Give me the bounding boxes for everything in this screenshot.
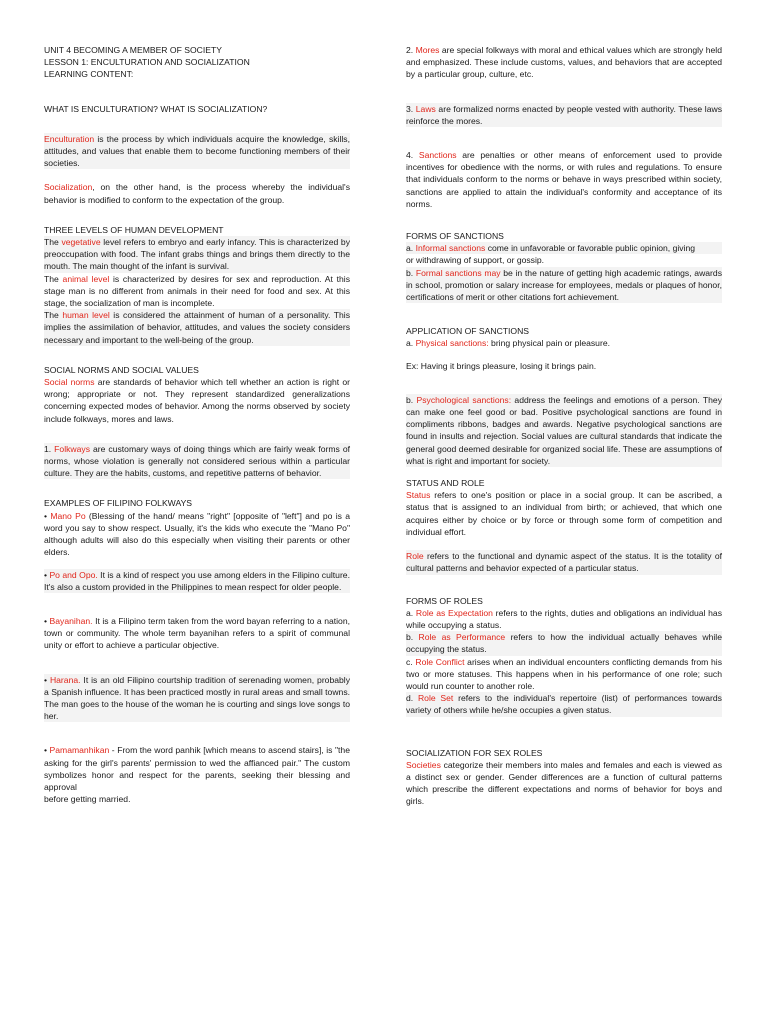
folkways-paragraph: [44, 443, 350, 480]
sanctions-definition: are penalties or other means of enforcement used to provide incentives for obedience with the norms, or with rules and regulations. To ensure that individuals conform to the norms or behave in ways prescribed within society, sanctions are applied to attain the individual's conformity and acceptance of its norms.: [406, 150, 722, 209]
sanctions-example-line: [406, 360, 722, 372]
harana-paragraph: [44, 674, 350, 723]
mano-po-paragraph: [44, 510, 350, 559]
role-performance-paragraph: [406, 631, 722, 655]
psychological-sanctions-definition: address the feelings and emotions of a person. They can make one feel good or bad. Positive psychological sanctions are found in compliments ribbons, badges and awards. Negative psychological sanctions are found in insults and rejection. Social values are cultural standards that indicate the general good deemed desirable for organized social life. These are assumptions of what is right and important for society.: [406, 394, 723, 466]
section-heading-forms-of-roles: FORMS OF ROLES: [406, 595, 483, 606]
term-sanctions: Sanctions: [418, 150, 457, 161]
physical-sanctions-line: [406, 337, 722, 349]
rexp-prefix: a.: [406, 607, 416, 618]
status-paragraph: [406, 489, 722, 538]
formal-sanctions-definition: be in the nature of getting high academic ratings, awards in school, promotion or salary increase for employees, medals or plaques of honor, certifications of merit or other citations fort achievement.: [406, 267, 722, 303]
term-animal-level: animal level: [62, 273, 110, 284]
physical-sanctions-definition: bring physical pain or pleasure.: [488, 338, 610, 349]
term-role-conflict: Role Conflict: [415, 656, 465, 667]
socialization-paragraph: [44, 181, 350, 205]
section-heading-examples: EXAMPLES OF FILIPINO FOLKWAYS: [44, 498, 193, 509]
term-role-as-performance: Role as Performance: [418, 632, 506, 643]
informal-prefix: a.: [406, 243, 416, 254]
bayanihan-paragraph: [44, 615, 350, 652]
laws-prefix: 3.: [406, 103, 416, 114]
bullet: •: [44, 615, 50, 626]
sanctions-paragraph: [406, 149, 722, 210]
unit-title-block: [44, 44, 350, 81]
term-mores: Mores: [415, 45, 440, 55]
lesson-title: LESSON 1: ENCULTURATION AND SOCIALIZATION: [44, 57, 250, 68]
role-expectation-paragraph: [406, 607, 722, 631]
term-folkways: Folkways: [54, 443, 90, 454]
role-performance-definition: refers to how the individual actually behaves while occupying the status.: [406, 632, 722, 655]
section-heading-what-is: WHAT IS ENCULTURATION? WHAT IS SOCIALIZATION?: [44, 103, 268, 114]
role-set-definition: refers to the individual's repertoire (list) of performances towards variety of others while he/she occupies a given status.: [406, 693, 722, 716]
term-po-opo: Po and Opo.: [49, 569, 98, 580]
term-formal-sanctions: Formal sanctions may: [415, 267, 501, 278]
sanctions-prefix: 4.: [406, 150, 419, 161]
role-conflict-paragraph: [406, 656, 722, 693]
term-harana: Harana.: [49, 674, 81, 685]
term-enculturation: Enculturation: [44, 133, 95, 144]
learning-content-label: LEARNING CONTENT:: [44, 69, 134, 80]
harana-description: It is an old Filipino courtship tradition of serenading women, probably a Spanish influence. It has been practiced mostly in rural areas and small towns. The man goes to the house of the woman he is courting and sings love songs to her.: [44, 674, 351, 722]
pamamanhikan-paragraph: [44, 744, 350, 805]
enculturation-definition: is the process by which individuals acquire the knowledge, skills, attitudes, and values that enable them to become functioning members of their societies.: [44, 133, 350, 169]
question-heading-block: [44, 103, 350, 115]
folkways-definition: are customary ways of doing things which are fairly weak forms of norms, whose violation is generally not considered serious within a particular culture. They are the habits, customs, and repetitive patterns of behavior.: [44, 443, 350, 479]
pamamanhikan-description: - From the word panhik [which means to ascend stairs], is "the asking for the girl's parents' permission to wed the affianced pair." The custom symbolizes honor and respect for the parents, seeking their blessing and approval: [44, 745, 350, 792]
term-socialization: Socialization: [44, 182, 93, 193]
unit-title: UNIT 4 BECOMING A MEMBER OF SOCIETY: [44, 45, 222, 55]
rconf-prefix: c.: [406, 656, 416, 667]
animal-prefix: The: [44, 273, 63, 284]
forms-of-roles-section: [406, 595, 722, 717]
mano-po-description: (Blessing of the hand/ means "right" [opposite of "left"] and po is a word you say to show respect. Usually, it's the kids who execute the "Mano Po" although adults will also do this especially when visiting their parents or other elders.: [44, 510, 350, 558]
bayanihan-description: It is a Filipino term taken from the word bayan referring to a nation, town or community. The whole term bayanihan refers to a spirit of communal unity or effort to achieve a particular objective.: [44, 615, 351, 651]
mores-prefix: 2.: [406, 45, 416, 55]
term-human-level: human level: [62, 310, 110, 321]
societies-paragraph: [406, 759, 722, 808]
role-definition: refers to the functional and dynamic aspect of the status. It is the totality of cultural patterns and behavior expected of a particular status.: [406, 551, 722, 574]
role-set-paragraph: [406, 692, 722, 716]
role-paragraph: [406, 550, 722, 574]
mores-paragraph: [406, 44, 722, 81]
vegetative-paragraph: [44, 236, 350, 273]
pamamanhikan-last-line: before getting married.: [44, 794, 131, 805]
application-section: [406, 325, 722, 349]
animal-definition: is characterized by desires for sex and reproduction. At this stage man is no different from animals in their need for food and sex. At this stage, the socialization of man is incomplete.: [44, 273, 350, 309]
po-opo-paragraph: [44, 569, 350, 593]
laws-definition: are formalized norms enacted by people vested with authority. These laws reinforce the mores.: [406, 103, 722, 126]
term-bayanihan: Bayanihan.: [49, 615, 93, 626]
term-laws: Laws: [415, 103, 436, 114]
term-informal-sanctions: Informal sanctions: [415, 243, 486, 254]
status-role-section: [406, 477, 722, 538]
sex-roles-section: [406, 747, 722, 808]
norms-section: [44, 364, 350, 425]
human-paragraph: [44, 309, 350, 346]
section-heading-application: APPLICATION OF SANCTIONS: [406, 326, 530, 337]
term-psychological-sanctions: Psychological sanctions:: [416, 394, 512, 405]
section-heading-levels: THREE LEVELS OF HUMAN DEVELOPMENT: [44, 224, 224, 235]
section-heading-status-role: STATUS AND ROLE: [406, 478, 485, 489]
socialization-definition: , on the other hand, is the process whereby the individual's behavior is modified to conform to the expectation of the group.: [44, 182, 350, 205]
term-status: Status: [406, 490, 431, 501]
term-vegetative: vegetative: [61, 237, 101, 248]
psych-prefix: b.: [406, 394, 417, 405]
term-societies: Societies: [406, 759, 441, 770]
norms-definition: are standards of behavior which tell whether an action is right or wrong; appropriate or not. They represent standardized generalizations concerning expected modes of behavior. Among the norms observed by society include folkways, mores and laws.: [44, 377, 351, 424]
human-definition: is considered the attainment of human of a personality. This implies the assimilation of behavior, attitudes, and values the society considers necessary and important to the well-being of the group.: [44, 310, 350, 345]
laws-paragraph: [406, 103, 722, 127]
term-role-as-expectation: Role as Expectation: [415, 607, 493, 618]
role-conflict-definition: arises when an individual encounters conflicting demands from his two or more statuses. This happens when in his performance of one role; such would run counter to another role.: [406, 656, 723, 691]
formal-prefix: b.: [406, 267, 416, 278]
term-role-set: Role Set: [417, 693, 454, 704]
mores-definition: are special folkways with moral and ethical values which are strongly held and emphasized. These include customs, values, and behaviors that are accepted by a particular group, culture, etc.: [406, 45, 722, 80]
informal-sanctions-definition: come in unfavorable or favorable public opinion, giving: [485, 243, 696, 254]
norms-paragraph: [44, 376, 350, 425]
levels-section: [44, 224, 350, 346]
human-prefix: The: [44, 310, 63, 321]
vegetative-prefix: The: [44, 237, 62, 248]
animal-paragraph: [44, 273, 350, 310]
term-role: Role: [406, 551, 424, 562]
status-definition: refers to one's position or place in a social group. It can be ascribed, a status that is assigned to an individual from birth; or achieved, that which one acquires either by choice or by force or through some form of competition and individual effort.: [406, 490, 722, 537]
section-heading-sex-roles: SOCIALIZATION FOR SEX ROLES: [406, 747, 543, 758]
informal-sanctions-paragraph: [406, 242, 722, 254]
term-pamamanhikan: Pamamanhikan: [49, 745, 110, 756]
section-heading-norms: SOCIAL NORMS AND SOCIAL VALUES: [44, 364, 199, 375]
left-column: [44, 44, 350, 805]
rset-prefix: d.: [406, 693, 418, 704]
rperf-prefix: b.: [406, 632, 419, 643]
section-heading-forms-of-sanctions: FORMS OF SANCTIONS: [406, 231, 504, 242]
role-expectation-definition: refers to the rights, duties and obligations an individual has while occupying a status.: [406, 607, 723, 630]
formal-sanctions-paragraph: [406, 267, 722, 304]
psychological-sanctions-paragraph: [406, 394, 722, 467]
term-social-norms: Social norms: [44, 377, 95, 388]
folkways-prefix: 1.: [44, 443, 55, 454]
forms-of-sanctions-section: [406, 230, 722, 303]
informal-sanctions-continuation: or withdrawing of support, or gossip.: [406, 255, 545, 266]
examples-section: [44, 497, 350, 558]
physical-prefix: a.: [406, 338, 416, 349]
vegetative-definition: level refers to embryo and early infancy. This is characterized by preoccupation with food. The infant grabs things and brings them directly to the mouth. The main thought of the infant is survival.: [44, 237, 350, 272]
term-physical-sanctions: Physical sanctions:: [415, 338, 489, 349]
po-opo-description: It is a kind of respect you use among elders in the Filipino culture. It's also a custom provided in the Philippines to mean respect for older people.: [44, 569, 350, 592]
bullet: •: [44, 674, 50, 685]
societies-definition: categorize their members into males and females and each is viewed as a distinct sex or gender. Gender differences are a function of cultural patterns which prescribe the different expectations and norms of behavior for boys and girls.: [406, 759, 722, 807]
bullet: •: [44, 745, 50, 756]
bullet: •: [44, 510, 51, 521]
sanctions-example-text: Ex: Having it brings pleasure, losing it brings pain.: [406, 360, 597, 371]
enculturation-paragraph: [44, 133, 350, 170]
bullet: •: [44, 569, 50, 580]
term-mano-po: Mano Po: [50, 510, 86, 521]
right-column: [406, 44, 722, 808]
